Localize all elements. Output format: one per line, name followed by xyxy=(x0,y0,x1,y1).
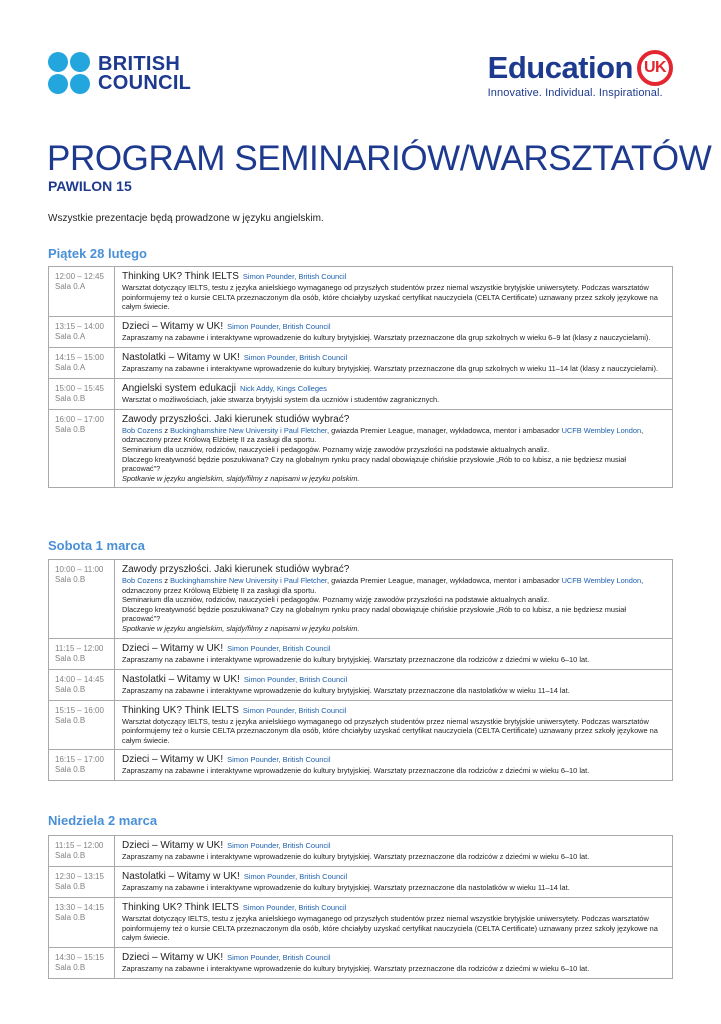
event-room: Sala 0.A xyxy=(55,362,86,372)
event-speaker: Simon Pounder, British Council xyxy=(227,841,331,850)
event-title-text: Zawody przyszłości. Jaki kierunek studiów wybrać? xyxy=(122,413,350,425)
time-cell xyxy=(49,750,115,780)
bio-text: , gwiazda Premier League, manager, wykładowca, mentor i ambasador xyxy=(326,576,562,585)
event-room: Sala 0.B xyxy=(55,913,86,922)
event-cell xyxy=(115,898,672,947)
event-speaker: Simon Pounder, British Council xyxy=(227,643,331,653)
time-cell xyxy=(49,670,115,700)
event-cell xyxy=(115,867,672,897)
education-wordmark xyxy=(488,50,673,86)
british-council-logo xyxy=(48,52,191,96)
bc-logo-line2: COUNCIL xyxy=(98,72,192,94)
event-title xyxy=(122,271,666,283)
event-bio xyxy=(122,576,666,595)
table-row xyxy=(49,948,672,979)
bio-org: Buckinghamshire New University i Paul Fletcher xyxy=(170,576,327,585)
education-word: Education xyxy=(487,50,633,85)
event-time: 13:15 – 14:00 xyxy=(55,321,104,331)
time-cell xyxy=(49,267,115,316)
event-title xyxy=(122,952,666,964)
event-description: Zapraszamy na zabawne i interaktywne wprowadzenie do kultury brytyjskiej. Warsztaty przeznaczone dla nastolatków w wieku 11–14 lat. xyxy=(122,883,570,892)
british-council-wordmark xyxy=(98,55,191,93)
event-title-text: Dzieci – Witamy w UK! xyxy=(122,320,224,332)
bio-org: UCFB Wembley London xyxy=(561,576,642,585)
table-row xyxy=(49,898,672,948)
event-description: Zapraszamy na zabawne i interaktywne wprowadzenie do kultury brytyjskiej. Warsztaty przeznaczone dla rodziców z dziećmi w wieku 6–10 lat. xyxy=(122,963,590,973)
event-cell xyxy=(115,670,672,700)
event-title xyxy=(122,352,666,364)
event-time: 12:30 – 13:15 xyxy=(55,872,104,881)
event-time: 11:15 – 12:00 xyxy=(55,643,104,653)
bio-text: , odznaczony przez Królową Elżbietę II za zasługi dla sportu. xyxy=(122,425,644,445)
event-cell xyxy=(115,836,672,866)
bio-text: , odznaczony przez Królową Elżbietę II za zasługi dla sportu. xyxy=(122,576,644,595)
event-room: Sala 0.B xyxy=(55,684,86,694)
event-title-text: Nastolatki – Witamy w UK! xyxy=(122,351,240,363)
table-row xyxy=(49,701,672,751)
event-bio xyxy=(122,426,666,445)
uk-circle-icon: UK xyxy=(637,50,673,86)
event-cell xyxy=(115,701,672,750)
event-time: 14:00 – 14:45 xyxy=(55,674,104,684)
time-cell xyxy=(49,836,115,866)
event-title xyxy=(122,643,666,655)
event-room: Sala 0.B xyxy=(55,653,86,663)
schedule-table xyxy=(48,835,673,979)
event-time: 15:00 – 15:45 xyxy=(55,383,104,393)
event-speaker: Simon Pounder, British Council xyxy=(227,321,331,331)
event-cell xyxy=(115,560,672,638)
event-title xyxy=(122,321,666,333)
event-description: Zapraszamy na zabawne i interaktywne wprowadzenie do kultury brytyjskiej. Warsztaty przeznaczone dla grup szkolnych w wieku 11–14 lat (klasy z nauczycielami). xyxy=(122,363,659,373)
event-room: Sala 0.B xyxy=(55,393,86,403)
time-cell xyxy=(49,379,115,409)
event-room: Sala 0.B xyxy=(55,715,86,725)
table-row xyxy=(49,836,672,867)
time-cell xyxy=(49,639,115,669)
schedule-table xyxy=(48,266,673,488)
bio-text: , gwiazda Premier League, manager, wykładowca, mentor i ambasador xyxy=(326,425,562,435)
event-cell xyxy=(115,639,672,669)
event-title xyxy=(122,414,666,426)
event-room: Sala 0.A xyxy=(55,331,86,341)
table-row xyxy=(49,750,672,781)
event-time: 16:15 – 17:00 xyxy=(55,755,104,765)
event-cell xyxy=(115,410,672,488)
table-row xyxy=(49,670,672,701)
event-speaker: Simon Pounder, British Council xyxy=(243,352,348,362)
time-cell xyxy=(49,560,115,638)
event-cell xyxy=(115,267,672,316)
schedule-table xyxy=(48,559,673,781)
page-title: PROGRAM SEMINARIÓW/WARSZTATÓW xyxy=(47,139,712,178)
time-cell xyxy=(49,867,115,897)
page-subtitle: PAWILON 15 xyxy=(48,178,132,194)
event-title xyxy=(122,902,666,914)
event-title xyxy=(122,840,666,852)
event-description: Zapraszamy na zabawne i interaktywne wprowadzenie do kultury brytyjskiej. Warsztaty przeznaczone dla rodziców z dziećmi w wieku 6–10 lat. xyxy=(122,852,590,861)
event-room: Sala 0.B xyxy=(55,851,86,860)
event-description: Warsztat dotyczący IELTS, testu z języka anielskiego wymaganego od przyszłych studentów przez niemal wszystkie brytyjskie uniwersytety. Podczas warsztatów poinformujemy też o kursie CELTA przeznaczonym dla osób, które chciałyby uzyskać certyfikat nauczyciela (CELTA Certificate) uznawany przez szkoły językowe na całym świecie. xyxy=(122,283,658,312)
event-speaker: Simon Pounder, British Council xyxy=(227,952,331,962)
bio-name: Bob Cozens xyxy=(122,425,163,435)
table-row xyxy=(49,560,672,639)
bio-org: Buckinghamshire New University i Paul Fletcher xyxy=(170,425,327,435)
event-description: Warsztat o możliwościach, jakie stwarza brytyjski system dla uczniów i studentów zagranicznych. xyxy=(122,394,440,404)
event-description: Warsztat dotyczący IELTS, testu z języka anielskiego wymaganego od przyszłych studentów przez niemal wszystkie brytyjskie uniwersytety. Podczas warsztatów poinformujemy też o kursie CELTA przeznaczonym dla osób, które chciałyby uzyskać certyfikat nauczyciela (CELTA Certificate) uznawany przez szkoły językowe na całym świecie. xyxy=(122,716,658,745)
event-time: 12:00 – 12:45 xyxy=(55,272,104,281)
event-title xyxy=(122,871,666,883)
event-speaker: Simon Pounder, British Council xyxy=(242,705,347,715)
event-title xyxy=(122,383,666,395)
event-title-text: Dzieci – Witamy w UK! xyxy=(122,642,224,654)
british-council-dots-icon xyxy=(48,52,92,96)
event-time: 10:00 – 11:00 xyxy=(55,565,104,574)
event-description: Zapraszamy na zabawne i interaktywne wprowadzenie do kultury brytyjskiej. Warsztaty przeznaczone dla nastolatków w wieku 11–14 lat. xyxy=(122,685,570,695)
time-cell xyxy=(49,701,115,750)
event-title-text: Angielski system edukacji xyxy=(122,382,236,394)
event-speaker: Simon Pounder, British Council xyxy=(242,903,347,912)
table-row xyxy=(49,867,672,898)
event-cell xyxy=(115,317,672,347)
education-tagline: Innovative. Individual. Inspirational. xyxy=(487,87,663,99)
event-title-text: Zawody przyszłości. Jaki kierunek studiów wybrać? xyxy=(122,564,350,575)
event-title-text: Thinking UK? Think IELTS xyxy=(122,271,239,282)
event-title xyxy=(122,705,666,717)
day-heading: Piątek 28 lutego xyxy=(48,246,147,261)
event-description: Zapraszamy na zabawne i interaktywne wprowadzenie do kultury brytyjskiej. Warsztaty przeznaczone dla rodziców z dziećmi w wieku 6–10 lat. xyxy=(122,766,590,776)
event-title xyxy=(122,564,666,576)
event-description: Seminarium dla uczniów, rodziców, nauczycieli i pedagogów. Poznamy wizję zawodów przyszłości na podstawie aktualnych analiz. xyxy=(122,595,550,605)
event-time: 14:15 – 15:00 xyxy=(55,352,104,362)
table-row xyxy=(49,379,672,410)
event-room: Sala 0.B xyxy=(55,882,86,891)
event-speaker: Simon Pounder, British Council xyxy=(243,872,348,881)
table-row xyxy=(49,348,672,379)
event-room: Sala 0.B xyxy=(55,424,86,434)
event-speaker: Nick Addy, Kings Colleges xyxy=(239,383,327,393)
day-heading: Niedziela 2 marca xyxy=(48,813,158,828)
event-note: Spotkanie w języku angielskim, slajdy/filmy z napisami w języku polskim. xyxy=(122,623,360,633)
bc-logo-line1: BRITISH xyxy=(98,53,181,75)
day-heading: Sobota 1 marca xyxy=(48,538,145,553)
event-title-text: Dzieci – Witamy w UK! xyxy=(122,840,224,851)
event-room: Sala 0.A xyxy=(55,282,86,291)
event-title-text: Dzieci – Witamy w UK! xyxy=(122,754,224,766)
event-description: Zapraszamy na zabawne i interaktywne wprowadzenie do kultury brytyjskiej. Warsztaty przeznaczone dla grup szkolnych w wieku 6–9 lat (klasy z nauczycielami). xyxy=(122,332,651,342)
bio-text: z xyxy=(162,425,171,435)
event-title-text: Thinking UK? Think IELTS xyxy=(122,704,239,716)
event-title-text: Dzieci – Witamy w UK! xyxy=(122,951,224,963)
bio-org: UCFB Wembley London xyxy=(561,425,642,435)
time-cell xyxy=(49,948,115,978)
time-cell xyxy=(49,898,115,947)
education-uk-logo xyxy=(488,50,673,99)
table-row xyxy=(49,317,672,348)
event-speaker: Simon Pounder, British Council xyxy=(243,674,348,684)
table-row xyxy=(49,410,672,489)
event-cell xyxy=(115,379,672,409)
event-speaker: Simon Pounder, British Council xyxy=(227,755,331,765)
bio-text: z xyxy=(162,576,171,585)
event-room: Sala 0.B xyxy=(55,575,86,584)
event-description: Warsztat dotyczący IELTS, testu z języka anielskiego wymaganego od przyszłych studentów przez niemal wszystkie brytyjskie uniwersytety. Podczas warsztatów poinformujemy też o kursie CELTA przeznaczonym dla osób, które chciałyby uzyskać certyfikat nauczyciela (CELTA Certificate) uznawany przez szkoły językowe na całym świecie. xyxy=(122,914,658,943)
event-description: Seminarium dla uczniów, rodziców, nauczycieli i pedagogów. Poznamy wizję zawodów przyszłości na podstawie aktualnych analiz. xyxy=(122,444,550,454)
event-room: Sala 0.B xyxy=(55,765,86,775)
time-cell xyxy=(49,410,115,488)
event-time: 13:30 – 14:15 xyxy=(55,903,104,912)
time-cell xyxy=(49,317,115,347)
event-title-text: Nastolatki – Witamy w UK! xyxy=(122,871,240,882)
event-description: Dlaczego kreatywność będzie poszukiwana? Czy na globalnym rynku pracy nadal obowiązuje chińskie przysłowie „Rób to co lubisz, a nie będziesz musiał pracować”? xyxy=(122,604,627,624)
event-title-text: Nastolatki – Witamy w UK! xyxy=(122,673,240,685)
intro-text: Wszystkie prezentacje będą prowadzone w języku angielskim. xyxy=(48,213,324,224)
event-speaker: Simon Pounder, British Council xyxy=(242,272,347,281)
event-cell xyxy=(115,348,672,378)
event-time: 16:00 – 17:00 xyxy=(55,414,104,424)
event-title-text: Thinking UK? Think IELTS xyxy=(122,902,239,913)
table-row xyxy=(49,267,672,317)
event-time: 11:15 – 12:00 xyxy=(55,841,104,850)
event-time: 15:15 – 16:00 xyxy=(55,705,104,715)
event-title xyxy=(122,754,666,766)
table-row xyxy=(49,639,672,670)
bio-name: Bob Cozens xyxy=(122,576,163,585)
event-cell xyxy=(115,948,672,978)
event-note: Spotkanie w języku angielskim, slajdy/filmy z napisami w języku polskim. xyxy=(122,473,360,483)
event-time: 14:30 – 15:15 xyxy=(55,952,104,962)
time-cell xyxy=(49,348,115,378)
event-title xyxy=(122,674,666,686)
event-cell xyxy=(115,750,672,780)
event-description: Dlaczego kreatywność będzie poszukiwana? Czy na globalnym rynku pracy nadal obowiązuje chińskie przysłowie „Rób to co lubisz, a nie będziesz musiał pracować”? xyxy=(122,454,627,474)
event-room: Sala 0.B xyxy=(55,962,86,972)
event-description: Zapraszamy na zabawne i interaktywne wprowadzenie do kultury brytyjskiej. Warsztaty przeznaczone dla rodziców z dziećmi w wieku 6–10 lat. xyxy=(122,654,590,664)
